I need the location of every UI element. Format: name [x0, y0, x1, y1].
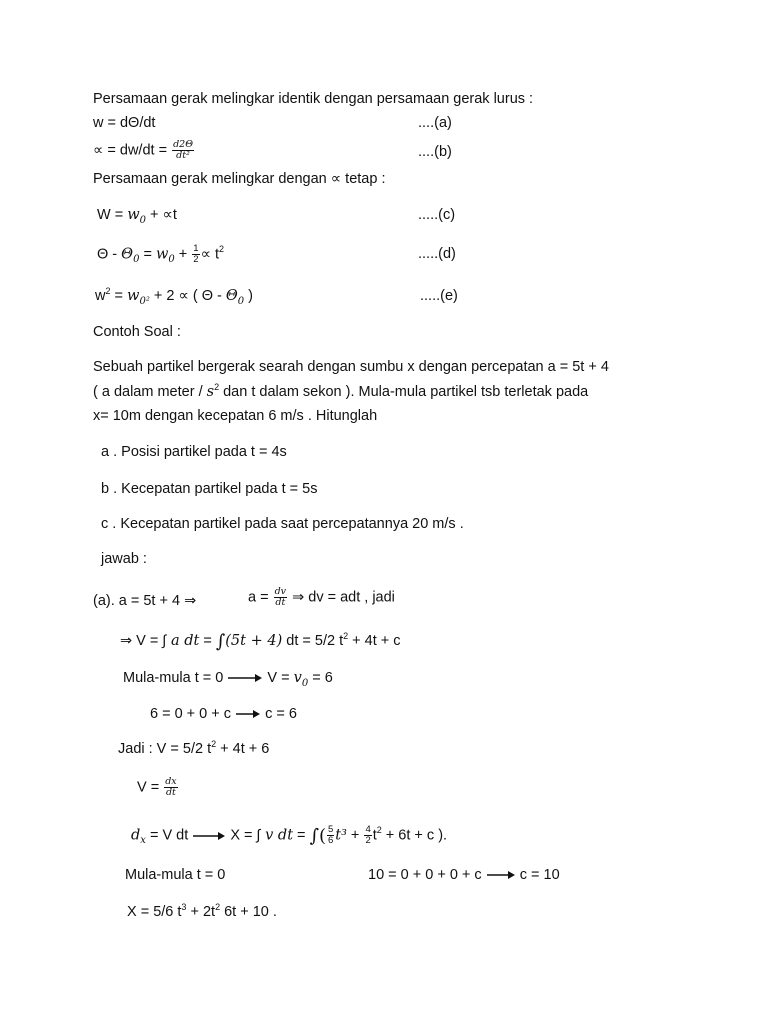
eq-d-w: w: [155, 246, 169, 263]
solution-step-7: [131, 825, 447, 846]
eq-e-close: ): [244, 288, 253, 304]
label-a: ....(a): [418, 115, 452, 131]
intro-line: Persamaan gerak melingkar identik dengan persamaan gerak lurus :: [93, 91, 534, 107]
s3-v: v: [293, 670, 302, 686]
eq-e-rest: + 2 ∝ ( Θ -: [149, 288, 226, 304]
solution-step-3: [123, 669, 333, 689]
eq-b-fraction: [172, 140, 194, 161]
s7-fraction-1: [327, 825, 334, 846]
eq-d-fraction: [192, 244, 199, 265]
p2-sup: 2: [214, 382, 220, 392]
s1-c: ⇒ dv = adt , jadi: [288, 589, 395, 606]
equation-a: w = dΘ/dt: [93, 115, 156, 131]
solution-step-1b: [248, 587, 395, 608]
s3-b: V =: [267, 670, 294, 686]
s1-a: (a). a = 5t + 4 ⇒: [93, 593, 197, 609]
eq-b-denominator: dt²: [176, 150, 190, 161]
s7-d2: 2: [365, 835, 371, 846]
label-d: .....(d): [418, 246, 456, 262]
eq-d-rest: ∝ t: [200, 246, 220, 263]
equation-e: [95, 287, 253, 307]
solution-step-6: [137, 777, 179, 798]
label-e: .....(e): [420, 288, 458, 304]
s7-d: d: [131, 827, 141, 844]
s7-t2: t: [372, 827, 377, 844]
s7-n1: 5: [327, 824, 334, 835]
eq-d-num: 1: [193, 243, 199, 254]
s7-d-end: + 6t + c ).: [381, 827, 448, 844]
eq-e-w0sup: ²: [145, 296, 150, 307]
s9-sup1: 3: [181, 902, 187, 912]
s7-vdt: v dt: [260, 827, 294, 844]
s2-paren: (5t + 4): [225, 633, 283, 649]
s2-adt: a dt: [166, 633, 200, 649]
s4-b: c = 6: [265, 706, 297, 722]
s3-sub: 0: [301, 678, 309, 689]
s5-sup: 2: [211, 739, 217, 749]
s2-b: =: [199, 633, 216, 649]
s9-c: 6t + 10 .: [220, 904, 277, 920]
example-paragraph-3: x= 10m dengan kecepatan 6 m/s . Hitunglah: [93, 408, 378, 424]
s1-b: a =: [248, 589, 273, 606]
equation-d: [97, 244, 224, 265]
s4-a: 6 = 0 + 0 + c: [150, 706, 232, 722]
p2-s: s: [206, 384, 215, 400]
right-arrow-icon: [227, 673, 263, 683]
s6-den: dt: [165, 787, 176, 798]
right-arrow-icon: [192, 831, 226, 841]
s7-d1: 6: [327, 835, 334, 846]
eq-e-thsub: 0: [237, 296, 245, 307]
s7-t3: t³: [335, 827, 347, 844]
eq-c-rhs: + ∝t: [146, 207, 177, 223]
eq-e-eq: =: [110, 288, 128, 304]
solution-step-4: [150, 705, 297, 723]
label-c: .....(c): [418, 207, 456, 223]
solution-step-5: [118, 740, 269, 759]
question-b: b . Kecepatan partikel pada t = 5s: [101, 481, 318, 497]
s7-n2: 4: [365, 824, 371, 835]
solution-step-8a: Mula-mula t = 0: [125, 867, 226, 883]
s2-c: dt = 5/2 t: [282, 633, 344, 649]
s2-d: + 4t + c: [348, 633, 401, 649]
s8-b: 10 = 0 + 0 + 0 + c: [368, 867, 482, 883]
s6-fraction: [164, 777, 177, 798]
eq-c-w: w: [127, 207, 140, 223]
eq-e-w: w: [95, 288, 106, 304]
right-arrow-icon: [235, 709, 261, 719]
s3-a: Mula-mula t = 0: [123, 670, 224, 686]
s9-b: + 2t: [186, 904, 216, 920]
example-paragraph-2: [93, 383, 588, 402]
s1-num: dv: [274, 586, 287, 597]
eq-d-wsub: 0: [168, 254, 175, 266]
eq-d-sub: 0: [133, 254, 140, 266]
example-heading: Contoh Soal :: [93, 324, 181, 340]
p2-end: dan t dalam sekon ). Mula-mula partikel tsb terletak pada: [219, 384, 589, 400]
eq-c-sub: 0: [139, 215, 147, 226]
intro-line-2: Persamaan gerak melingkar dengan ∝ tetap :: [93, 171, 386, 187]
s7-fraction-2: [364, 825, 371, 846]
s9-sup2: 2: [215, 902, 221, 912]
s5-b: + 4t + 6: [216, 741, 270, 757]
answer-heading: jawab :: [101, 551, 147, 567]
s2-integral: ∫: [215, 631, 226, 652]
label-b: ....(b): [418, 144, 452, 160]
eq-b-lhs: ∝ = dw/dt =: [93, 142, 172, 159]
question-c: c . Kecepatan partikel pada saat percepatannya 20 m/s .: [101, 516, 464, 532]
s7-xsub: x: [140, 835, 146, 847]
eq-d-den: 2: [193, 254, 199, 265]
s7-c: =: [293, 827, 310, 844]
s6-a: V =: [137, 779, 164, 796]
eq-e-w0sub: 0: [139, 296, 146, 307]
s6-num: dx: [165, 776, 177, 787]
p2-start: ( a dalam meter /: [93, 384, 207, 400]
right-arrow-icon: [486, 870, 516, 880]
eq-b-numerator: d2Θ: [173, 139, 193, 150]
s7-t2sup: 2: [376, 825, 382, 836]
s9-a: X = 5/6 t: [127, 904, 182, 920]
s3-c: = 6: [308, 670, 333, 686]
solution-step-9: [127, 903, 277, 922]
eq-d-lhs: Θ -: [97, 246, 122, 263]
s8-c: c = 10: [519, 867, 560, 883]
s7-plus: +: [346, 827, 364, 844]
equation-c: [97, 206, 177, 226]
question-a: a . Posisi partikel pada t = 4s: [101, 444, 287, 460]
eq-e-sup: 2: [105, 286, 111, 296]
s1-fraction: [274, 587, 287, 608]
equation-b: [93, 140, 195, 161]
s2-sup: 2: [343, 631, 349, 641]
s2-a: ⇒ V = ∫: [120, 633, 167, 649]
solution-step-2: [120, 632, 401, 651]
solution-step-1: [93, 592, 196, 610]
eq-e-theta: Θ: [225, 288, 238, 304]
s7-integral: ∫(: [309, 825, 326, 847]
eq-d-eq: =: [139, 246, 156, 263]
s7-a: = V dt: [145, 827, 189, 844]
eq-d-plus: +: [174, 246, 192, 263]
eq-d-theta: Θ: [121, 246, 134, 263]
eq-d-sup: 2: [219, 244, 225, 255]
eq-c-lhs: W =: [97, 207, 128, 223]
s5-a: Jadi : V = 5/2 t: [118, 741, 212, 757]
solution-step-8b: [368, 866, 560, 884]
example-paragraph-1: Sebuah partikel bergerak searah dengan sumbu x dengan percepatan a = 5t + 4: [93, 359, 609, 375]
s7-b: X = ∫: [230, 827, 261, 844]
s1-den: dt: [275, 597, 286, 608]
eq-e-w0: w: [127, 288, 140, 304]
